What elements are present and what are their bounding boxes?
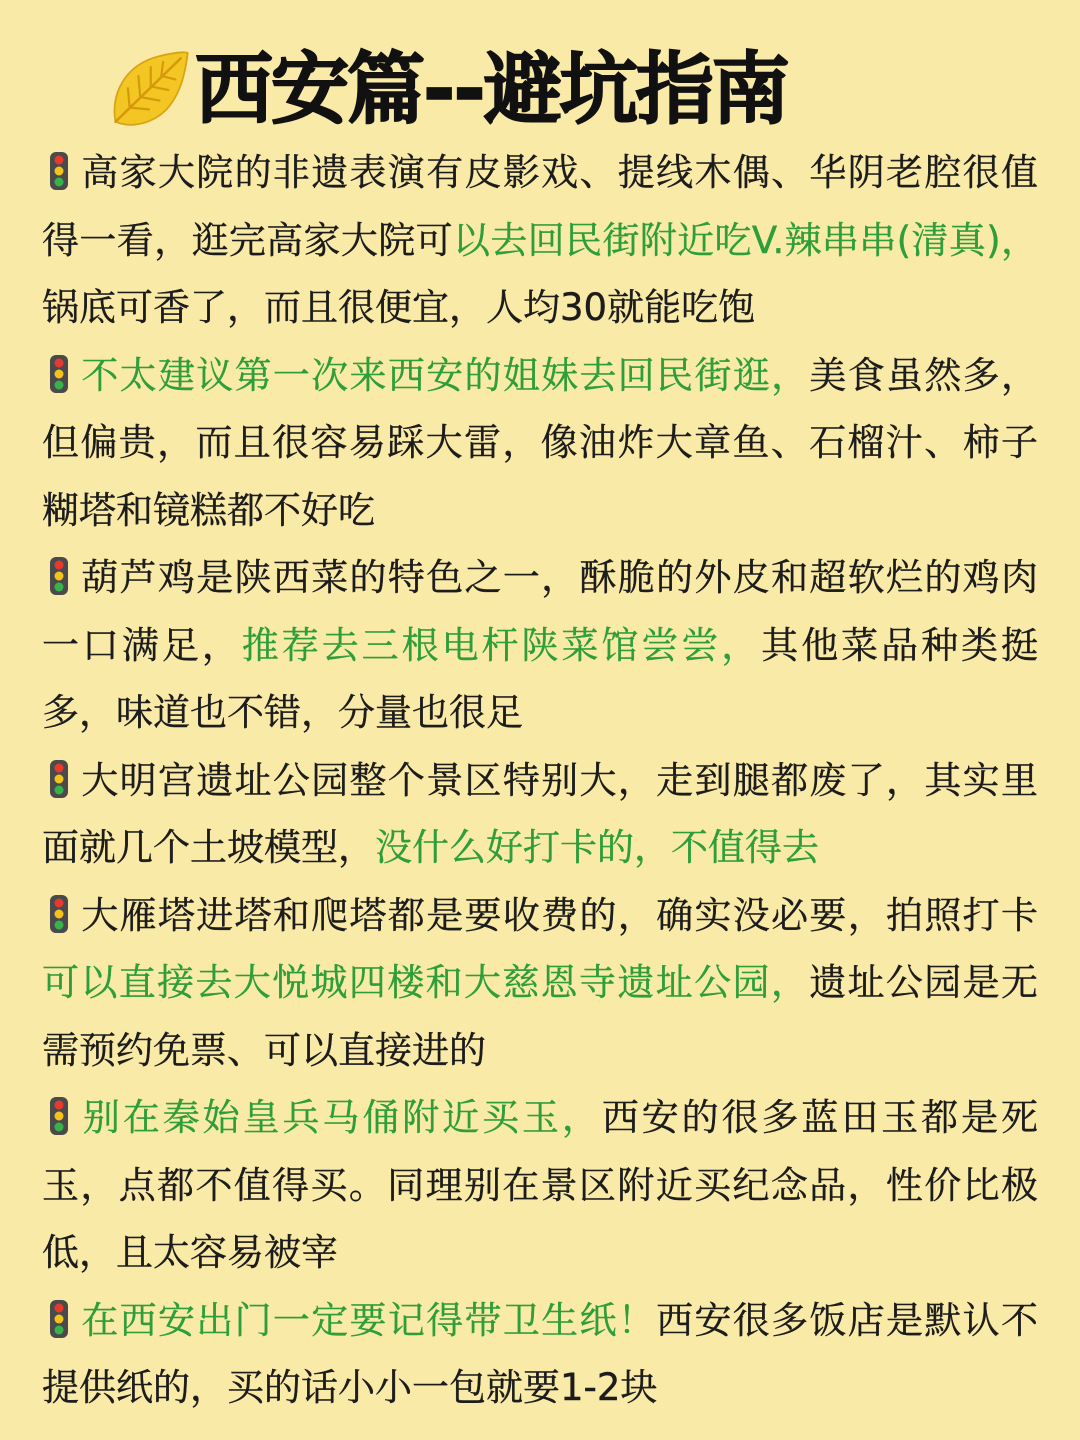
traffic-light-icon — [48, 1096, 70, 1136]
traffic-light-icon — [48, 894, 70, 934]
traffic-light-icon — [48, 759, 70, 799]
tip-highlight-text: 没什么好打卡的，不值得去 — [375, 826, 819, 869]
tip-item — [42, 747, 1038, 882]
tip-text: 美食虽然多，但偏贵，而且很容易踩大雷，像油炸大章鱼、石榴汁、柿子糊塔和镜糕都不好吃 — [42, 353, 1039, 532]
tips-list — [42, 139, 1038, 1422]
header — [105, 40, 788, 140]
traffic-light-icon — [48, 556, 70, 596]
leaf-icon — [105, 46, 193, 134]
tip-text: 西安的很多蓝田玉都是死玉，点都不值得买。同理别在景区附近买纪念品，性价比极低，且太容易被宰 — [42, 1096, 1039, 1274]
tip-highlight-text: 不太建议第一次来西安的姐妹去回民街逛， — [80, 353, 810, 397]
tip-item — [42, 882, 1038, 1085]
tip-highlight-text: 在西安出门一定要记得带卫生纸！ — [80, 1298, 657, 1342]
tip-item — [42, 544, 1038, 747]
tip-item — [42, 1084, 1038, 1287]
tip-highlight-text: 推荐去三根电杆陕菜馆尝尝， — [241, 623, 762, 667]
tip-text: 其他菜品种类挺多，味道也不错，分量也很足 — [42, 623, 1039, 734]
tip-text: 遗址公园是无需预约免票、可以直接进的 — [42, 961, 1039, 1072]
tip-text: 大雁塔进塔和爬塔都是要收费的，确实没必要，拍照打卡 — [80, 893, 1038, 937]
page-title: 西安篇--避坑指南 — [195, 45, 788, 135]
traffic-light-icon — [48, 354, 70, 394]
tip-text: 西安很多饭店是默认不提供纸的，买的话小小一包就要1-2块 — [42, 1298, 1039, 1409]
tip-item — [42, 342, 1038, 545]
tip-text: 大明宫遗址公园整个景区特别大，走到腿都废了，其实里面就几个土坡模型， — [42, 758, 1038, 869]
tip-item — [42, 139, 1038, 342]
traffic-light-icon — [48, 151, 70, 191]
tip-item — [42, 1287, 1038, 1422]
tip-text: 锅底可香了，而且很便宜，人均30就能吃饱 — [42, 286, 756, 329]
tip-text: 高家大院的非遗表演有皮影戏、提线木偶、华阴老腔很值得一看，逛完高家大院可 — [42, 151, 1038, 262]
tip-highlight-text: 可以直接去大悦城四楼和大慈恩寺遗址公园， — [42, 961, 810, 1004]
tip-highlight-text: 别在秦始皇兵马俑附近买玉， — [80, 1096, 602, 1139]
tip-highlight-text: 以去回民街附近吃V.辣串串(清真)， — [453, 218, 1038, 262]
tip-text: 葫芦鸡是陕西菜的特色之一，酥脆的外皮和超软烂的鸡肉一口满足， — [42, 556, 1038, 667]
traffic-light-icon — [48, 1299, 70, 1339]
